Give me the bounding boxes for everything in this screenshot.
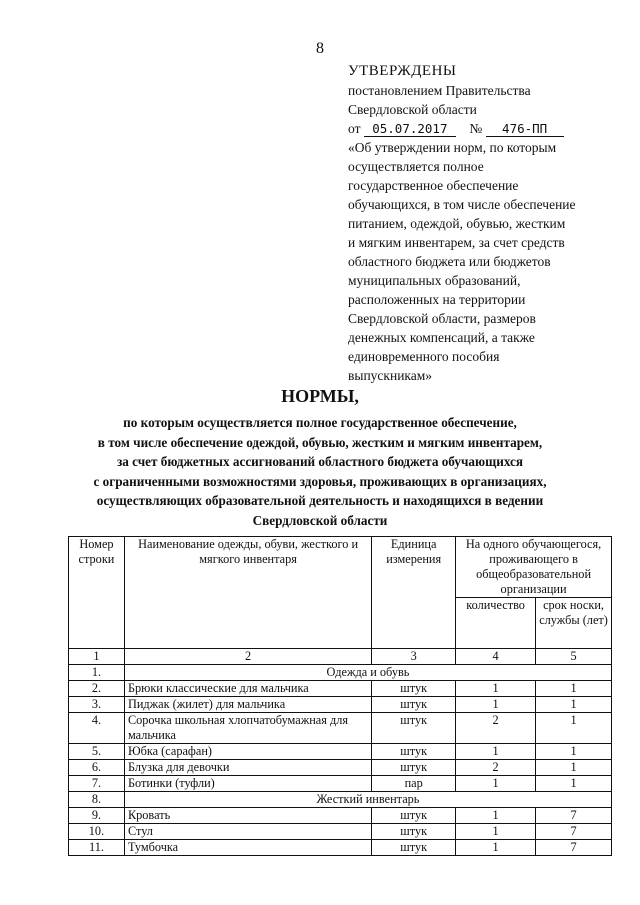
col-number: 5 <box>536 649 612 665</box>
date-prefix: от <box>348 121 361 136</box>
header-row-number: Номер строки <box>69 537 125 649</box>
description-line: Свердловской области, размеров <box>348 311 536 326</box>
item-term: 7 <box>536 824 612 840</box>
table-row <box>69 697 612 713</box>
section-title: Жесткий инвентарь <box>124 792 611 808</box>
approval-number: 476-ПП <box>486 121 564 137</box>
item-quantity: 2 <box>456 760 536 776</box>
col-number: 1 <box>69 649 125 665</box>
item-name: Брюки классические для мальчика <box>124 681 371 697</box>
header-quantity: количество <box>456 598 536 649</box>
title-line: Свердловской области <box>252 512 388 528</box>
approval-date-line <box>348 119 618 138</box>
item-unit: пар <box>372 776 456 792</box>
description-line: выпускникам» <box>348 368 433 383</box>
table-row <box>69 665 612 681</box>
item-unit: штук <box>372 760 456 776</box>
description-line: «Об утверждении норм, по которым <box>348 140 557 155</box>
page-number: 8 <box>316 40 324 57</box>
description-line: государственное обеспечение <box>348 178 519 193</box>
item-name: Стул <box>124 824 371 840</box>
table-row <box>69 808 612 824</box>
table-row <box>69 760 612 776</box>
item-name: Пиджак (жилет) для мальчика <box>124 697 371 713</box>
item-term: 1 <box>536 760 612 776</box>
item-unit: штук <box>372 744 456 760</box>
table-row <box>69 792 612 808</box>
row-number: 4. <box>69 713 125 744</box>
description-line: обучающихся, в том числе обеспечение <box>348 197 576 212</box>
item-name: Юбка (сарафан) <box>124 744 371 760</box>
title-line: за счет бюджетных ассигнований областного бюджета обучающихся <box>116 454 524 469</box>
row-number: 9. <box>69 808 125 824</box>
item-term: 1 <box>536 681 612 697</box>
description-line: питанием, одеждой, обувью, жестким <box>348 216 566 231</box>
row-number: 7. <box>69 776 125 792</box>
item-unit: штук <box>372 824 456 840</box>
title-main: НОРМЫ, <box>281 386 359 406</box>
item-name: Сорочка школьная хлопчатобумажная для мальчика <box>124 713 371 744</box>
description-line: единовременного пособия <box>348 349 500 364</box>
item-term: 1 <box>536 776 612 792</box>
item-term: 1 <box>536 713 612 744</box>
item-name: Блузка для девочки <box>124 760 371 776</box>
table-row <box>69 824 612 840</box>
approval-line: Свердловской области <box>348 102 477 117</box>
col-number: 3 <box>372 649 456 665</box>
item-term: 1 <box>536 744 612 760</box>
title-line: с ограниченными возможностями здоровья, проживающих в организациях, <box>93 473 547 489</box>
approval-title: УТВЕРЖДЕНЫ <box>348 63 457 79</box>
item-quantity: 1 <box>456 840 536 856</box>
item-quantity: 2 <box>456 713 536 744</box>
item-term: 7 <box>536 808 612 824</box>
row-number: 10. <box>69 824 125 840</box>
item-term: 1 <box>536 697 612 713</box>
item-unit: штук <box>372 681 456 697</box>
row-number: 11. <box>69 840 125 856</box>
title-line: осуществляющих образовательной деятельность и находящихся в ведении <box>96 493 544 508</box>
row-number: 6. <box>69 760 125 776</box>
description-line: муниципальных образований, <box>348 273 521 288</box>
table-row <box>69 681 612 697</box>
row-number: 1. <box>69 665 125 681</box>
description-line: осуществляется полное <box>348 159 484 174</box>
item-quantity: 1 <box>456 824 536 840</box>
item-quantity: 1 <box>456 744 536 760</box>
approval-line: постановлением Правительства <box>348 83 531 98</box>
approval-block <box>348 62 618 385</box>
approval-description <box>348 138 618 385</box>
description-line: областного бюджета или бюджетов <box>348 254 551 269</box>
header-group: На одного обучающегося, проживающего в общеобразовательной организации <box>456 537 612 598</box>
col-number: 4 <box>456 649 536 665</box>
number-prefix: № <box>469 121 483 136</box>
item-name: Тумбочка <box>124 840 371 856</box>
item-unit: штук <box>372 713 456 744</box>
item-quantity: 1 <box>456 697 536 713</box>
row-number: 5. <box>69 744 125 760</box>
row-number: 8. <box>69 792 125 808</box>
title-line: по которым осуществляется полное государственное обеспечение, <box>123 415 517 430</box>
item-unit: штук <box>372 840 456 856</box>
table-row <box>69 744 612 760</box>
description-line: расположенных на территории <box>348 292 526 307</box>
item-term: 7 <box>536 840 612 856</box>
header-unit: Единица измерения <box>372 537 456 649</box>
col-number: 2 <box>124 649 371 665</box>
title-line: в том числе обеспечение одеждой, обувью, жестким и мягким инвентарем, <box>97 434 543 450</box>
description-line: и мягким инвентарем, за счет средств <box>348 235 565 250</box>
item-name: Кровать <box>124 808 371 824</box>
document-title <box>60 386 580 530</box>
item-quantity: 1 <box>456 776 536 792</box>
item-quantity: 1 <box>456 681 536 697</box>
norms-table <box>68 536 612 856</box>
approval-date: 05.07.2017 <box>364 121 456 137</box>
header-term: срок носки, службы (лет) <box>536 598 612 649</box>
row-number: 3. <box>69 697 125 713</box>
item-unit: штук <box>372 808 456 824</box>
section-title: Одежда и обувь <box>124 665 611 681</box>
item-name: Ботинки (туфли) <box>124 776 371 792</box>
header-item-name: Наименование одежды, обуви, жесткого и мягкого инвентаря <box>124 537 371 649</box>
table-row <box>69 840 612 856</box>
table-row <box>69 776 612 792</box>
item-quantity: 1 <box>456 808 536 824</box>
row-number: 2. <box>69 681 125 697</box>
description-line: денежных компенсаций, а также <box>348 330 535 345</box>
item-unit: штук <box>372 697 456 713</box>
table-row <box>69 713 612 744</box>
